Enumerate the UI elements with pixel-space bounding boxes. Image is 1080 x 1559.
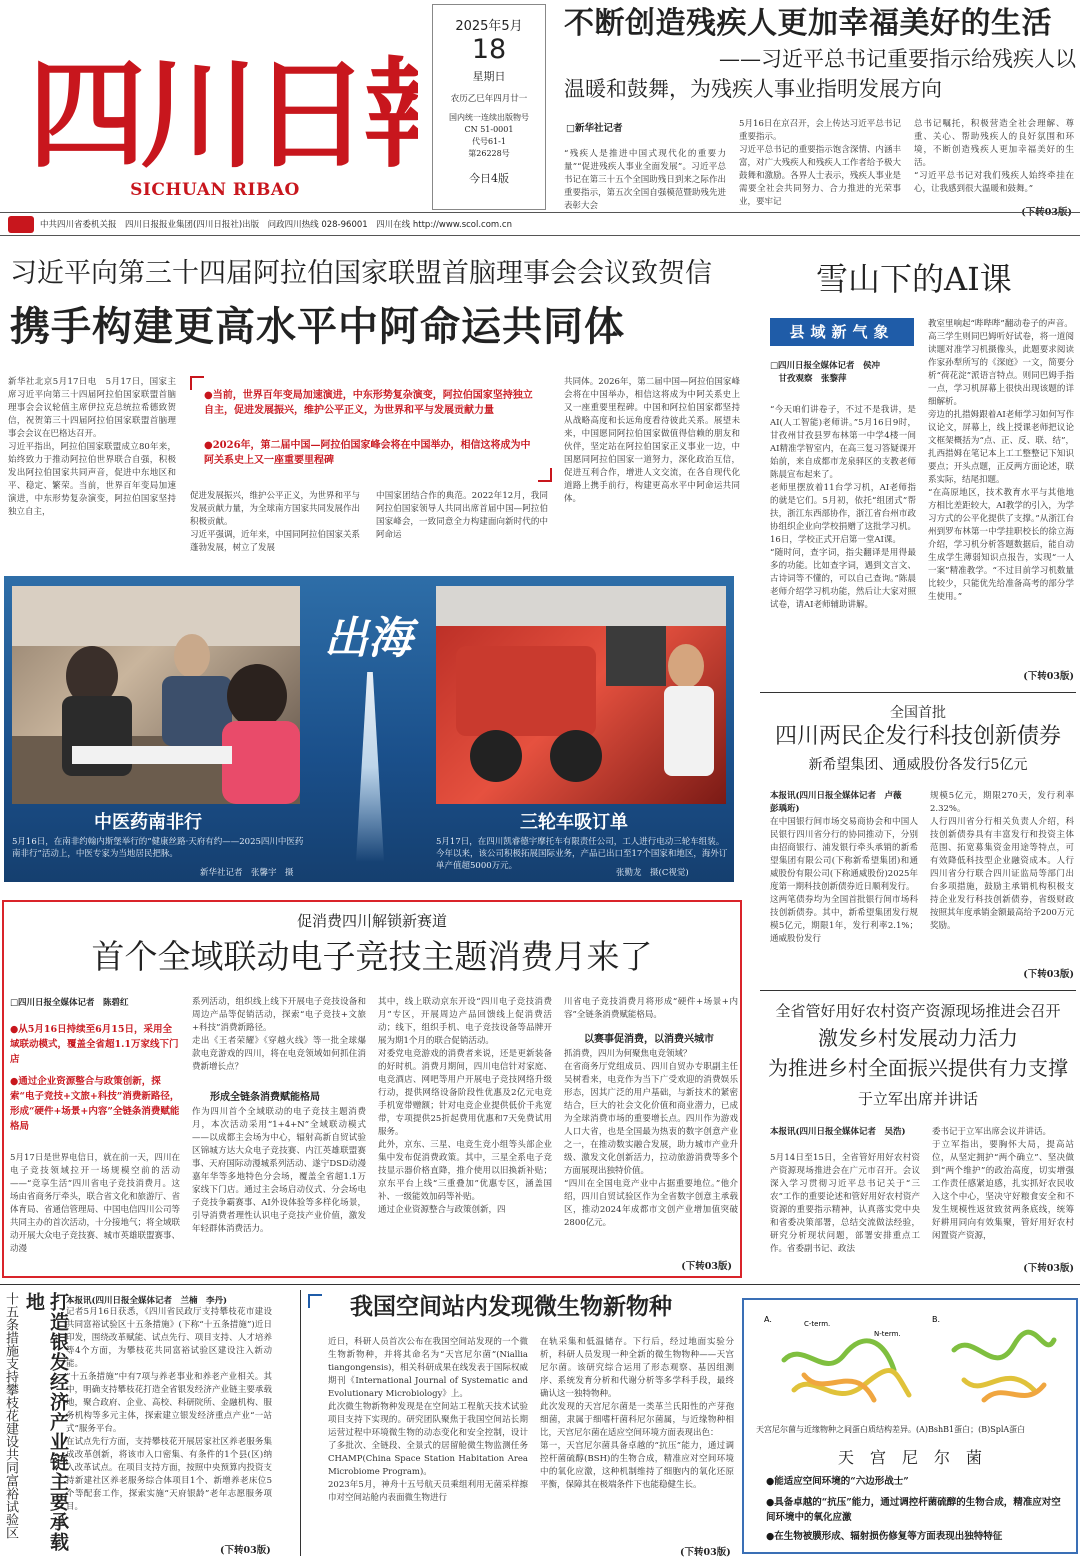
fig-label-a: A. — [764, 1315, 772, 1324]
esports-col-2-top: 系列活动，组织线上线下开展电子竞技设备和周边产品等促销活动，探索“电子竞技+文旅+科技”消费新路径。 走出《王者荣耀》《穿越火线》等一批全球爆款电竞游戏的四川，将在电竞领域如何抓住消费新增长点？ — [192, 997, 366, 1072]
second-col-4: 共同体。2026年，第二届中国—阿拉伯国家峰会将在中国举办，相信这将成为中阿关系史上又一座重要里程碑。中国和阿拉伯国家都坚持从战略高度和长远角度看待彼此关系。展望未来，中国愿同阿拉伯国家做值得信赖的朋友和伙伴，坚定站在阿拉伯国家正义事业一边，中国愿同阿拉伯国家一道努力，深化政治互信，促进互利合作，增进人文交流，在各自现代化道路上携手前行，构建更高水平中阿命运共同体。 — [564, 377, 740, 504]
esports-kicker: 促消费四川解锁新赛道 — [296, 912, 447, 930]
esports-headline: 首个全域联动电子竞技主题消费月来了 — [91, 937, 653, 976]
photo-section — [4, 576, 734, 882]
protein-figure-box — [742, 1298, 1078, 1554]
right-photo-credit: 张勤龙 摄(C视觉) — [616, 868, 689, 878]
microbe-box-title: 天 宫 尼 尔 菌 — [837, 1448, 982, 1467]
rural-story — [760, 994, 1076, 1278]
date-box — [432, 4, 546, 210]
issue-line: 国内统一连续出版物号 — [449, 113, 529, 122]
issue-info — [433, 112, 545, 160]
bond-kicker: 全国首批 — [890, 705, 946, 721]
left-photo-credit: 新华社记者 张馨宇 摄 — [200, 868, 294, 878]
logo-english: SICHUAN RIBAO — [130, 180, 300, 200]
divider — [760, 692, 1076, 693]
logo-text: 四川日 — [28, 45, 365, 178]
esports-col-2-bottom: 作为四川首个全域联动的电子竞技主题消费月，本次活动采用“1+4+N”全域联动模式——以成都主会场为中心，辐射高新自贸试验区锦城方达大众电子竞技赛、内江英雄联盟赛事、天府国际动漫城系列活动、遂宁DSD动漫嘉年华等多地特色分会场，覆盖全省超1.1万家线下门店。通过主会场启动仪式、分会场电子竞技争霸赛事、AI外设体验等多样化场景，引导消费者理性认识电子竞技产业价值，激发年轻群体消费活力。 — [192, 1107, 366, 1234]
second-col-3: 中国家团结合作的典范。2022年12月，我同阿拉伯国家领导人共同出席首届中国—阿拉伯国家峰会，一致同意全力构建面向新时代的中阿命运 — [376, 491, 548, 540]
esports-col-3: 其中，线上联动京东开设“四川电子竞技消费月”专区，开展周边产品回馈线上促消费活动；线下，组织手机、电子竞技设备等品牌开展为期1个月的联合促销活动。 对委党电竞游戏的消费者来说，还是更新装备的好时机。消费月期间，四川电信针对家庭、电竞酒店、网吧等用户开展电子竞技网络升级行动，提供网络设备阶段性优惠及2亿元电竞手机宽带赠额；针对电竞企业提供低价千兆宽带，专项提供25折起费用优惠和7天免费试用服务。 此外，京东、三星、电竞生竞小组等头部企业集中发布促消费政策。其中，三星全系电子竞技显示器价格直降，推介使用以旧换新补贴；京东平台上线“三重叠加”优惠专区，涵盖国补、一级能效加码等补贴。 通过企业资源整合与政策创新，四 — [378, 997, 552, 1215]
second-highlight-box — [190, 376, 552, 482]
right-photo-title: 三轮车吸订单 — [520, 812, 628, 833]
esports-more[interactable]: (下转03版) — [681, 1261, 732, 1272]
newspaper-logo — [28, 28, 418, 178]
esports-subhead-1: 形成全链条消费赋能格局 — [210, 1092, 320, 1103]
sichuan-daily-icon — [8, 216, 34, 233]
ai-section-tag: 县域新气象 — [770, 318, 914, 346]
photo-tcm-image — [12, 586, 300, 804]
right-photo-caption: 5月17日，在四川凯睿德宇摩托车有限责任公司，工人进行电动三轮车组装。今年以来，该公司积极拓展国际业务，产品已出口至17个国家和地区，海外订单产值超5000万元。 — [436, 837, 728, 871]
lead-col-3: 总书记嘱托，积极营造全社会理解、尊重、关心、帮助残疾人的良好氛围和环境，不断创造残疾人更加幸福美好的生活。 “习近平总书记对我们残疾人始终牵挂在心，让我感到很大温暖和鼓舞。” — [914, 119, 1074, 194]
rural-more[interactable]: (下转03版) — [1023, 1263, 1074, 1274]
ai-col-2: 教室里响起“哔哔哔”翻动卷子的声音。 高三学生则同巴姆听好试卷，将一道阅读题对准学习机摄像头，此题要求阅读作家孙犁所写的《深庭》一文，简要分析“荷花淀”派语言特点。则同巴姆手指一点，学习机屏幕上很快出现该题的详细解析。 旁边的扎措姆跟着AI老师学习如何写作议论文，屏幕上，线上授课老师把议论文框架概括为“点、正、反、联、结”，扎西措姆在笔记本上工工整整记下知识要点；开头点题，正反两方面论述，联系实际，结尾扣题。 “在高原地区，技术教育水平与其他地方相比差距较大，AI教学的引入，为学习方式的公平化提供了支撑。”从浙江台州到罗布林第一中学挂职校长的徐立海介绍，学习机分析答题数据后，能自动生成学生薄弱知识点报告，实现“一人一案”精准教学。“不过目前学习机数量比较少，只能优先给准备高考的部分学生使用。” — [928, 319, 1074, 602]
lead-byline: □新华社记者 — [566, 123, 623, 134]
bond-more[interactable]: (下转03版) — [1023, 969, 1074, 980]
divider — [760, 990, 1076, 991]
fig-label-cterm: C-term. — [804, 1320, 831, 1328]
esports-story — [2, 900, 742, 1278]
issue-line: 代号61-1 — [472, 137, 506, 146]
second-col-2: 促进发展振兴，维护公平正义，为世界和平与发展贡献力量，为全球南方国家共同发展作出积极贡献。 习近平强调，近年来，中国同阿拉伯国家关系蓬勃发展，树立了发展 — [190, 491, 360, 553]
date-year-month: 2025年5月 — [455, 19, 523, 34]
microbe-col-1: 近日，科研人员首次公布在我国空间站发现的一个微生物新物种，并将其命名为“天宫尼尔菌”(Niallia tiangongensis)，相关科研成果在线发表于国际权威期刊《International Journal of Systematic and Evolutionary Microbiology》上。 此次微生物新物种发现是在空间站工程航天技术试验项目支持下实现的。研究团队聚焦于我国空间站长期运营过程中环境微生物的动态变化和安全控制，设计了多批次、全链段、全景式的居留舱微生物监测任务CHAMP(China Space Station Habitation Area Microbiome Program)。 2023年5月，神舟十五号航天员乘组利用无菌采样擦巾对空间站舱内表面微生物进行 — [328, 1337, 528, 1503]
bond-col-2: 规模5亿元，期限270天，发行利率2.32%。 人行四川省分行相关负责人介绍，科技创新债券具有丰富发行和投资主体范围、拓宽募集资金用途等特点，可有效降低科技型企业融资成本。人行四川省分行联合四川证监局等部门出台多项措施，鼓励主承销机构积极支持企业发行科技创新债券，省级财政按照其年度承销金额最高给予200万元奖励。 — [930, 791, 1074, 931]
panzhihua-byline: 本报讯(四川日报全媒体记者 兰楠 李丹) — [66, 1296, 228, 1306]
fig-label-nterm: N-term. — [874, 1330, 901, 1338]
ai-more[interactable]: (下转03版) — [1023, 671, 1074, 682]
masthead-strap — [0, 212, 1080, 236]
divider — [0, 1284, 1080, 1285]
bond-headline: 四川两民企发行科技创新债券 — [774, 724, 1061, 749]
microbe-col-2: 在轨采集和低温储存。下行后，经过地面实验分析，科研人员发现一种全新的微生物物种——天宫尼尔菌。该研究综合运用了形态观察、基因组测序、系统发育分析和代谢分析等多学科手段，最终确认这一独特物种。 此次发现的天宫尼尔菌是一类革兰氏阳性的产芽孢细菌，隶属于细嗜杆菌科尼尔菌属，与近缘物种相比，天宫尼尔菌在适应空间环境方面表现出色： 第一，天宫尼尔菌具备卓越的“抗压”能力，通过调控杆菌硫醇(BSH)的生物合成，精准应对空间环境中的氧化应激，这种机制维持了细胞内的氧化还原平衡，保障其在极端条件下也能稳健生长。 — [540, 1337, 734, 1490]
lead-more[interactable]: (下转03版) — [1021, 207, 1072, 218]
rural-col-1: 5月14日至15日，全省管好用好农村资产资源现场推进会在广元市召开。会议深入学习贯彻习近平总书记关于“三农”工作的重要论述和管好用好农村资产资源的重要指示精神，认真落实党中央和省委决策部署，总结交流做法经验，研究分析现状问题，部署安排重点工作。省委副书记、政法 — [770, 1153, 920, 1254]
bond-col-1: 在中国银行间市场交易商协会和中国人民银行四川省分行的协同推动下，分别由招商银行、浦发银行牵头承销的新希望集团有限公司(下称新希望集团)和通威股份有限公司(下称通威股份)2025年度第一期科技创新债券近日顺利发行。 这两笔债券均为全国首批银行间市场科技创新债券。其中，新希望集团发行规模5亿元，期限1年，发行利率2.1%；通威股份发行 — [770, 817, 918, 944]
photo-wake-graphic — [356, 672, 384, 862]
microbe-point: ●具备卓越的“抗压”能力，通过调控杆菌硫醇的生物合成，精准应对空间环境中的氧化应激 — [766, 1497, 1061, 1523]
esports-highlight-1: ●从5月16日持续至6月15日，采用全域联动模式，覆盖全省超1.1万家线下门店 — [10, 1024, 179, 1065]
second-highlight-2: ●2026年，第二届中国—阿拉伯国家峰会将在中国举办，相信这将成为中阿关系史上又一座重要里程碑 — [204, 440, 531, 466]
masthead — [0, 0, 1080, 218]
protein-a-ribbon — [784, 1341, 909, 1400]
rural-kicker: 全省管好用好农村资产资源现场推进会召开 — [775, 1002, 1061, 1020]
ai-headline: 雪山下的AI课 — [816, 260, 1012, 298]
panzhihua-vertical-headline: 打造银发经济产业链主要承载地 — [23, 1292, 69, 1552]
photo-tricycle-factory — [436, 586, 726, 804]
fig-label-b: B. — [932, 1315, 941, 1324]
issue-line: CN 51-0001 — [464, 125, 514, 134]
strap-text: 中共四川省委机关报 四川日报报业集团(四川日报社)出版 问政四川热线 028-96001 四川在线 http://www.scol.com.cn — [40, 220, 512, 230]
second-headline: 携手构建更高水平中阿命运共同体 — [10, 303, 625, 350]
rural-headline-1: 激发乡村发展动力活力 — [818, 1026, 1018, 1050]
ai-story — [760, 246, 1076, 686]
photo-tcm-south-africa — [12, 586, 300, 804]
lunar-date: 农历乙巳年四月廿一 — [450, 94, 528, 104]
photo-banner: 出海 — [324, 613, 412, 664]
rural-headline-2: 为推进乡村全面振兴提供有力支撑 — [768, 1056, 1068, 1080]
rural-col-2: 委书记于立军出席会议并讲话。 于立军指出，要胸怀大局，提高站位，从坚定拥护“两个确立”、坚决做到“两个维护”的政治高度，切实增强工作责任感紧迫感，扎实抓好农民收入这个中心，坚决守好粮食安全和不发生规模性返贫致贫两条底线，统筹好耕用同向有效集聚，管好用好农村闲置资产资源， — [932, 1127, 1074, 1241]
panzhihua-vertical-kicker: 十五条措施支持攀枝花建设共同富裕试验区 — [3, 1292, 18, 1539]
panzhihua-col: 记者5月16日获悉，《四川省民政厅支持攀枝花市建设共同富裕试验区十五条措施》(下称“十五条措施”)近日印发，围绕改革赋能、试点先行、项目支持、人才培养等4个方面，为攀枝花共同富裕试验区建设注入新动能。 “十五条措施”中有7项与养老事业和养老产业相关。其中，明确支持攀枝花打造全省银发经济产业链主要承载地，聚合政府、企业、高校、科研院所、金融机构、服务机构等多元主体，探索建立银发经济重点产业“一站式”服务平台。 在试点先行方面，支持攀枝花开展居家社区养老服务集成改革创新，将该市入口密集、有条件的1个县(区)纳入改革试点。在项目支持方面，按照中央预算内投资支持新建社区养老服务综合体项目1个、新增养老床位5个等配套工作，探索实施“天府银龄”老年志愿服务项目。 — [66, 1307, 272, 1512]
lead-headline: 不断创造残疾人更加幸福美好的生活 — [564, 6, 1052, 41]
page-count: 今日4版 — [469, 172, 509, 185]
bond-story — [760, 698, 1076, 986]
microbe-point: ●能适应空间环境的“六边形战士” — [766, 1476, 909, 1487]
date-day: 18 — [471, 34, 507, 65]
esports-byline: □四川日报全媒体记者 陈碧红 — [10, 998, 129, 1008]
photo-tricycle-image — [436, 586, 726, 804]
microbe-box-points — [766, 1474, 1066, 1544]
second-col-1: 新华社北京5月17日电 5月17日，国家主席习近平向第三十四届阿拉伯国家联盟首脑理事会会议轮值主席伊拉克总统拉希德致贺信，祝贺第三十四届阿拉伯国家联盟首脑理事会会议在巴格达召开。 习近平指出，阿拉伯国家联盟成立80年来，始终致力于推动阿拉伯世界联合自强，积极发出阿拉伯国家共同声音，促进中东地区和平、稳定、繁荣。当前，世界百年变局加速演进，中东形势复杂演变，阿拉伯国家坚持独立自主， — [8, 377, 176, 517]
fig-caption: 天宫尼尔菌与近缘物种之间蛋白质结构差异。(A)BshB1蛋白；(B)SplA蛋白 — [756, 1425, 1026, 1434]
divider — [300, 1290, 301, 1556]
rural-attendee: 于立军出席并讲话 — [857, 1090, 978, 1108]
logo-calligraphy — [28, 28, 418, 178]
left-photo-title: 中医药南非行 — [94, 812, 202, 833]
esports-col-4-top: 川省电子竞技消费月将形成“硬件+场景+内容”全链条消费赋能格局。 — [564, 997, 738, 1020]
ai-byline: □四川日报全媒体记者 侯冲 甘孜观察 张黎萍 — [770, 361, 881, 384]
bond-byline: 本报讯(四川日报全媒体记者 卢薇 彭瑀珩) — [770, 791, 911, 814]
rural-byline: 本报讯(四川日报全媒体记者 吴浩) — [770, 1127, 906, 1137]
second-story — [0, 246, 748, 568]
second-highlight-1: ●当前，世界百年变局加速演进，中东形势复杂演变，阿拉伯国家坚持独立自主，促进发展振兴，维护公平正义，为世界和平与发展贡献力量 — [204, 390, 533, 416]
panzhihua-story — [0, 1288, 300, 1556]
microbe-point: ●在生物被膜形成、辐射损伤修复等方面表现出独特特征 — [766, 1531, 1003, 1542]
weekday: 星期日 — [472, 70, 506, 83]
protein-b-ribbon — [954, 1332, 1054, 1400]
issue-line: 第26228号 — [468, 149, 510, 158]
esports-col-1: 5月17日是世界电信日，就在前一天，四川在电子竞技领域拉开一场规模空前的活动——“竞享生活”四川省电子竞技消费月。这场由省商务厅牵头，联合省文化和旅游厅、省体育局、省通信管理局、中国电信四川公司等共同主办的首次活动，十分接地气；将全域联动开展大众电子竞技赛、城市英雄联盟赛事、动漫 — [10, 1153, 180, 1254]
esports-col-4-bottom: 抓消费，四川为何聚焦电竞领域？ 在省商务厅党组成员、四川自贸办专职副主任吴树看来，电竞作为当下广受欢迎的消费娱乐形态，因其广泛的用户基础，与新技术的紧密结合，巨大的社会文化价值和商业潜力，已成为全球消费市场的重要增长点。四川作为游戏人口大省，也是全国最为热衷的数字创意产业之一，在推动数实融合发展，助力城市产业升级、激发文化创新活力，拉动旅游消费等多个方面展现出独特价值。 “四川在全国电竞产业中占据重要地位。”他介绍，四川自贸试验区作为全省数字创意主承载区，推动2024年成都市文创产业增加值突破2800亿元。 — [564, 1049, 738, 1228]
ai-col-1: “今天咱们讲卷子，不过不是我讲，是AI(人工智能)老师讲。”5月16日9时，甘孜州甘孜县罗布林第一中学4楼一间AI精准学智室内，在高三复习答疑课开始前，来自成都市龙泉驿区的支教老师陈晨宣布起来了。 老师里摆放着11台学习机，AI老师指的就是它们。5月初，依托“组团式”帮扶，浙江东西部协作，浙江省台州市政协组织企业向学校捐赠了这批学习机。16日，学校正式开启第一堂AI课。 “随时问，查字词，指尖翻译是用得最多的功能。比如查字词，遇到文言文、古诗词等不懂的，可以自己查询。”陈晨老师介绍学习机功能，然后让大家对照试卷，请AI老师辅助讲解。 — [770, 405, 916, 610]
esports-highlight-2: ●通过企业资源整合与政策创新，探索“电子竞技+文旅+科技”消费新路径，形成“硬件+场景+内容”全链条消费赋能格局 — [10, 1076, 180, 1132]
microbe-more[interactable]: (下转03版) — [680, 1547, 731, 1558]
panzhihua-more[interactable]: (下转03版) — [220, 1545, 271, 1556]
second-kicker: 习近平向第三十四届阿拉伯国家联盟首脑理事会会议致贺信 — [10, 258, 712, 289]
lead-col-1: “残疾人是推进中国式现代化的重要力量”“促进残疾人事业全面发展”。习近平总书记在第三十五个全国助残日到来之际作出重要指示，第五次全国自强模范暨助残先进表彰大会 — [564, 149, 726, 211]
esports-subhead-2: 以赛事促消费，以消费兴城市 — [584, 1034, 714, 1045]
left-photo-caption: 5月16日，在南非约翰内斯堡举行的“健康丝路·天府有约——2025四川中医药南非行”活动上，中医专家为当地居民把脉。 — [12, 837, 304, 859]
bond-subhead: 新希望集团、通威股份各发行5亿元 — [808, 757, 1028, 773]
lead-col-2: 5月16日在京召开，会上传达习近平总书记重要指示。 习近平总书记的重要指示饱含深情、内涵丰富，对广大残疾人和残疾人工作者给予极大鼓舞和激励。各界人士表示，残疾人事业是需要全社会共同努力、合力推进的光荣事业，要牢记 — [739, 119, 901, 207]
lead-story — [564, 4, 1076, 216]
microbe-corner — [308, 1294, 322, 1308]
microbe-story — [306, 1288, 1080, 1556]
microbe-headline: 我国空间站内发现微生物新物种 — [350, 1293, 672, 1320]
lead-subhead-2: 温暖和鼓舞，为残疾人事业指明发展方向 — [564, 77, 942, 101]
lead-subhead-1: ——习近平总书记重要指示给残疾人以 — [719, 47, 1076, 71]
protein-structure-figure — [744, 1300, 1076, 1420]
